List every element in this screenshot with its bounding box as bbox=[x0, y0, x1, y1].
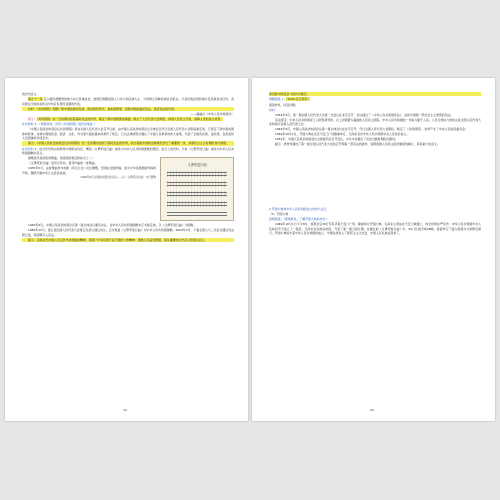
material-title: 材料： bbox=[269, 107, 278, 112]
material-para-5: 1952年，中国人民政治协商会议全国委员会召开会议，中共中央提出了党在过渡时期的总路线。 bbox=[275, 137, 398, 142]
song-para-2: 《义勇军进行曲》是田汉作词、聂耳作曲的一首歌曲。 bbox=[28, 161, 98, 166]
summary-answer: 提示：反映近代中国人民反抗外来侵略的精神，体现了中华民族不屈不挠的斗争精神；激励人民奋发图强，具有重要的历史意义和现实意义。 bbox=[22, 238, 234, 242]
analysis-1 bbox=[22, 117, 234, 121]
part-2-title: 2 开国大典和中华人民共和国成立的伟大意义 bbox=[269, 207, 327, 212]
song-para-3: 1935年5月，这首歌曲作为电影《风云儿女》的主题歌，迅速在全国传唱，成为中华民族抵御外侮的号角，激励无数中华儿女投身抗战。 bbox=[22, 166, 156, 175]
article-51 bbox=[22, 97, 234, 106]
exercise-source: （2020·北京高考） bbox=[286, 97, 311, 102]
material-para-1: 1954年9月，第一届全国人民代表大会第一次会议在北京召开，会议通过了《中华人民共和国宪法》，这是中国第一部社会主义类型的宪法。 bbox=[275, 112, 454, 117]
page-number-right: 20 bbox=[370, 407, 374, 412]
staff-notes bbox=[167, 171, 227, 177]
task-3-heading: 补充材料 3：（领悟材料，评价《共同纲领》的历史地位。） bbox=[22, 122, 98, 127]
material-para-4: 1949年10月1日，开国大典在北京天安门广场隆重举行，毛泽东宣告中华人民共和国中央人民政府成立。 bbox=[275, 132, 410, 137]
exercise-answer: 提示：此材料描述了第一届全国人民代表大会的召开和第一部宪法的颁布，说明我国人民民主政治制度的确立，具有重大的意义。 bbox=[275, 142, 440, 147]
task-3-answer: 提示：《中国人民政治协商会议共同纲领》在一定时期内起到了临时宪法的作用，标志着新中国的法制建设迈出了重要的一步，是新民主主义时期的伟大纲领。 bbox=[22, 141, 234, 145]
anthem-score-image bbox=[160, 157, 234, 221]
part-2-body: 1949年10月1日下午3时，首都北京30万军民齐集天安门广场，隆重举行开国大典。毛泽东主席站在天安门城楼上，向全世界庄严宣告：中华人民共和国中央人民政府今天成立了！随后，毛泽东亲自按动电钮，升起了第一面五星红旗。在雄壮的《义勇军进行曲》中，54门礼炮齐鸣28响。接着举行了盛大的阅兵式和群众游行。开国大典标志着中华人民共和国的成立，中国从此进入了新民主主义社会，中国人民从此站起来了。 bbox=[269, 222, 481, 236]
right-page bbox=[252, 78, 495, 421]
exercise-label: 例题演练 1： bbox=[269, 97, 287, 102]
page-number-left: 19 bbox=[123, 407, 127, 412]
figure-caption: 1949年9月全国政协通过的决议——以《义勇军进行曲》为代国歌 bbox=[80, 175, 156, 179]
staff-notes bbox=[167, 201, 227, 207]
part-2-task: 视频阅读：（观察材料，了解开国大典的史实） bbox=[269, 217, 329, 222]
task-4-block bbox=[22, 147, 234, 156]
task-4-label: 补充材料 4： bbox=[22, 146, 40, 151]
staff-notes bbox=[167, 181, 227, 187]
material-para-3: 1949年9月，中国人民政治协商会议第一届全体会议在北平召开，代行全国人民代表大会职权，制定了《共同纲领》，选举产生了中央人民政府委员会。 bbox=[275, 127, 468, 132]
exercise-heading bbox=[269, 97, 481, 101]
quote-source: ——摘编自《中华人民共和国史》 bbox=[190, 111, 234, 116]
song-para-5: 1982年12月，第五届全国人民代表大会第五次会议通过决议，正式恢复《义勇军进行曲》为中华人民共和国国歌。2004年3月，十届全国人大二次会议通过宪法修正案，将国歌写入宪法。 bbox=[22, 228, 234, 237]
material-para-2: 宪法规定：中华人民共和国是工人阶级领导的、以工农联盟为基础的人民民主国家。中华人民共和国的一切权力属于人民。人民行使权力的机关是全国人民代表大会和地方各级人民代表大会。 bbox=[269, 117, 481, 127]
exercise-instruction: 阅读材料，回答问题。 bbox=[269, 102, 298, 107]
score-title: 义勇军进行曲 bbox=[187, 163, 207, 168]
article-body: 各少数民族聚居的地方实行区域自治，按照民族聚居的人口多少和区域大小，分别建立各种民族自治机关。凡各民族杂居的地方及民族自治区内，各民族在当地政权机关中均应有相当名额的代表。 bbox=[22, 97, 235, 106]
task-4-body: 结合所学知识和教材中的相关内容，概括《义勇军进行曲》被选为中华人民共和国国歌的原因。结合上述材料，分析《义勇军进行曲》被选为中华人民共和国国歌的意义。 bbox=[22, 146, 235, 155]
analysis-text: 《共同纲领》在一定时期内起着临时宪法的作用，奠定了新中国建国的基础；确立了人民代表大会制度，体现人民民主专政，保障人民的民主权利。 bbox=[36, 116, 224, 121]
spacer bbox=[269, 147, 481, 207]
analysis-label: 提示： bbox=[28, 116, 37, 121]
task-3-body: 《中国人民政治协商会议共同纲领》是在全国人民代表大会召开以前，由中国人民政治协商会议全体会议代行全国人民代表大会职权制定的，它规定了新中国的国体和政体，对新中国的政治、经济、文化、外交等方面的基本政策作了规定。它以法律的形式确认了中国人民革命的伟大成果，代表了全国各民族、各阶级、各党派和人民团体的共同意志。 bbox=[22, 127, 234, 141]
quote-material: 材料：《共同纲领》明确了新中国的国家性质、政权组织形式、基本国策等，是新中国的临时宪法，具有宪法的作用。 bbox=[22, 107, 234, 111]
song-para-1: 国歌是代表国家的歌曲，是国家的象征和标志之一。 bbox=[28, 156, 95, 161]
article-label: 第五十一条 bbox=[28, 97, 43, 102]
left-page bbox=[5, 78, 248, 421]
staff-notes bbox=[167, 191, 227, 197]
intro-line: 的历史意义。 bbox=[22, 92, 40, 96]
right-page-content bbox=[269, 92, 481, 236]
top-highlight: 建设新中国而奋斗的历史篇章。 bbox=[269, 92, 481, 96]
part-2-subtitle: （1）开国大典 bbox=[269, 212, 289, 217]
staff-line bbox=[167, 212, 227, 216]
song-para-4: 1949年9月，中国人民政治协商会议第一届全体会议通过决议，在中华人民共和国国歌未正式制定前，以《义勇军进行曲》为国歌。 bbox=[28, 223, 197, 228]
left-page-content bbox=[22, 92, 234, 243]
